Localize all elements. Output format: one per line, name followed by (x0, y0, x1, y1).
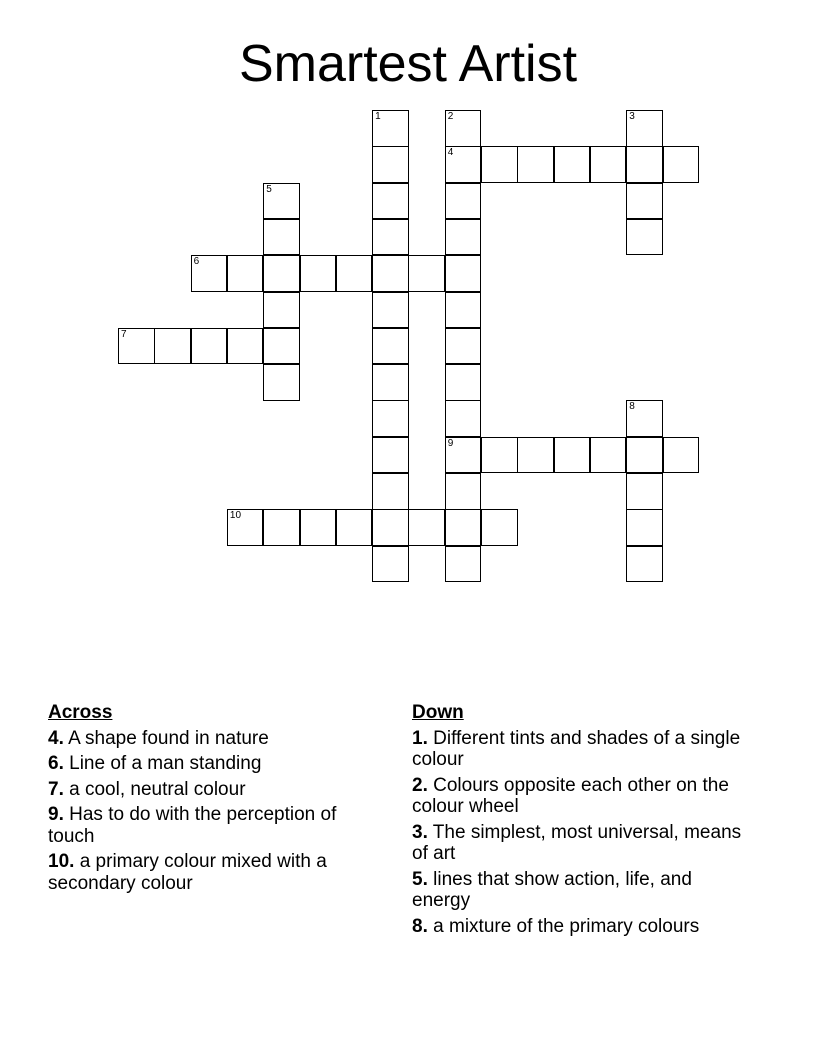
clue-text: Different tints and shades of a single colour (412, 727, 741, 770)
grid-cell[interactable] (445, 255, 482, 292)
cell-number: 9 (447, 437, 454, 449)
clue-text: a mixture of the primary colours (433, 915, 700, 937)
grid-cell[interactable] (626, 110, 663, 147)
grid-cell[interactable] (263, 183, 300, 220)
clue-number: 7. (48, 778, 64, 800)
grid-cell[interactable] (154, 328, 191, 365)
cell-number: 5 (266, 183, 272, 195)
grid-cell[interactable] (336, 509, 373, 546)
grid-cell[interactable] (481, 437, 518, 474)
grid-cell[interactable] (372, 110, 409, 147)
clue-across-7 (48, 779, 378, 801)
grid-cell[interactable] (372, 219, 409, 256)
clue-text: a cool, neutral colour (69, 778, 246, 800)
grid-cell[interactable] (445, 328, 482, 365)
clue-number: 10. (48, 851, 75, 872)
grid-cell[interactable] (590, 146, 627, 183)
cell-number: 7 (121, 328, 127, 340)
grid-cell[interactable] (554, 146, 591, 183)
grid-cell[interactable] (263, 255, 300, 292)
clue-text: lines that show action, life, and energy (412, 868, 692, 911)
clue-across-9 (48, 804, 378, 847)
grid-cell[interactable] (263, 292, 300, 329)
grid-cell[interactable] (408, 255, 445, 292)
clue-text: a primary colour mixed with a secondary colour (48, 851, 327, 894)
grid-cell[interactable] (191, 328, 228, 365)
grid-cell[interactable] (626, 400, 663, 437)
grid-cell[interactable] (227, 509, 264, 546)
grid-cell[interactable] (626, 183, 663, 220)
grid-cell[interactable] (408, 509, 445, 546)
across-clues (48, 702, 378, 898)
grid-cell[interactable] (372, 400, 409, 437)
grid-cell[interactable] (263, 509, 300, 546)
grid-cell[interactable] (590, 437, 627, 474)
grid-cell[interactable] (372, 146, 409, 183)
cell-number: 3 (629, 111, 635, 122)
grid-cell[interactable] (445, 219, 482, 256)
grid-cell[interactable] (626, 146, 663, 183)
cell-number: 2 (447, 111, 454, 122)
grid-cell[interactable] (445, 292, 482, 329)
grid-cell[interactable] (626, 219, 663, 256)
clue-number: 6. (48, 753, 64, 774)
grid-cell[interactable] (372, 255, 409, 292)
clue-number: 8. (412, 915, 428, 937)
grid-cell[interactable] (445, 146, 482, 183)
grid-cell[interactable] (626, 473, 663, 510)
cell-number: 4 (447, 147, 454, 159)
grid-cell[interactable] (626, 437, 663, 474)
grid-cell[interactable] (118, 328, 155, 365)
grid-cell[interactable] (336, 255, 373, 292)
clue-number: 3. (412, 821, 428, 843)
grid-cell[interactable] (445, 509, 482, 546)
grid-cell[interactable] (626, 509, 663, 546)
grid-cell[interactable] (263, 364, 300, 401)
clue-text: Line of a man standing (69, 753, 262, 774)
grid-cell[interactable] (372, 509, 409, 546)
grid-cell[interactable] (445, 473, 482, 510)
cell-number: 1 (375, 111, 381, 122)
grid-cell[interactable] (445, 437, 482, 474)
clue-text: The simplest, most universal, means of art (412, 821, 742, 864)
clue-number: 9. (48, 804, 64, 825)
clue-number: 2. (412, 774, 428, 796)
clue-number: 5. (412, 868, 428, 890)
grid-cell[interactable] (517, 437, 554, 474)
grid-cell[interactable] (300, 255, 337, 292)
grid-cell[interactable] (300, 509, 337, 546)
grid-cell[interactable] (554, 437, 591, 474)
grid-cell[interactable] (445, 400, 482, 437)
grid-cell[interactable] (445, 546, 482, 583)
grid-cell[interactable] (663, 437, 700, 474)
down-clues (412, 702, 742, 941)
clue-across-4 (48, 728, 378, 750)
grid-cell[interactable] (372, 546, 409, 583)
grid-cell[interactable] (445, 110, 482, 147)
clue-across-10 (48, 851, 378, 894)
grid-cell[interactable] (626, 546, 663, 583)
clue-across-6 (48, 753, 378, 775)
grid-cell[interactable] (481, 509, 518, 546)
grid-cell[interactable] (372, 437, 409, 474)
clue-text: Colours opposite each other on the colour wheel (412, 774, 729, 817)
clue-down-5 (412, 869, 742, 912)
clue-down-3 (412, 822, 742, 865)
clue-down-2 (412, 775, 742, 818)
grid-cell[interactable] (372, 328, 409, 365)
grid-cell[interactable] (372, 364, 409, 401)
grid-cell[interactable] (263, 328, 300, 365)
cell-number: 10 (229, 510, 242, 522)
grid-cell[interactable] (517, 146, 554, 183)
clue-text: Has to do with the perception of touch (48, 804, 337, 847)
down-heading: Down (412, 702, 464, 723)
cell-number: 6 (193, 256, 200, 268)
clue-text: A shape found in nature (68, 727, 269, 749)
grid-cell[interactable] (445, 364, 482, 401)
cell-number: 8 (629, 401, 635, 413)
clue-number: 1. (412, 727, 428, 749)
grid-cell[interactable] (481, 146, 518, 183)
grid-cell[interactable] (191, 255, 228, 292)
grid-cell[interactable] (663, 146, 700, 183)
grid-cell[interactable] (372, 292, 409, 329)
grid-cell[interactable] (227, 328, 264, 365)
clue-down-1 (412, 728, 742, 771)
grid-cell[interactable] (372, 473, 409, 510)
page-title: Smartest Artist (238, 35, 578, 93)
grid-cell[interactable] (263, 219, 300, 256)
across-heading: Across (48, 702, 113, 723)
grid-cell[interactable] (372, 183, 409, 220)
clue-down-8 (412, 916, 742, 938)
grid-cell[interactable] (445, 183, 482, 220)
clue-number: 4. (48, 727, 64, 749)
grid-cell[interactable] (227, 255, 264, 292)
